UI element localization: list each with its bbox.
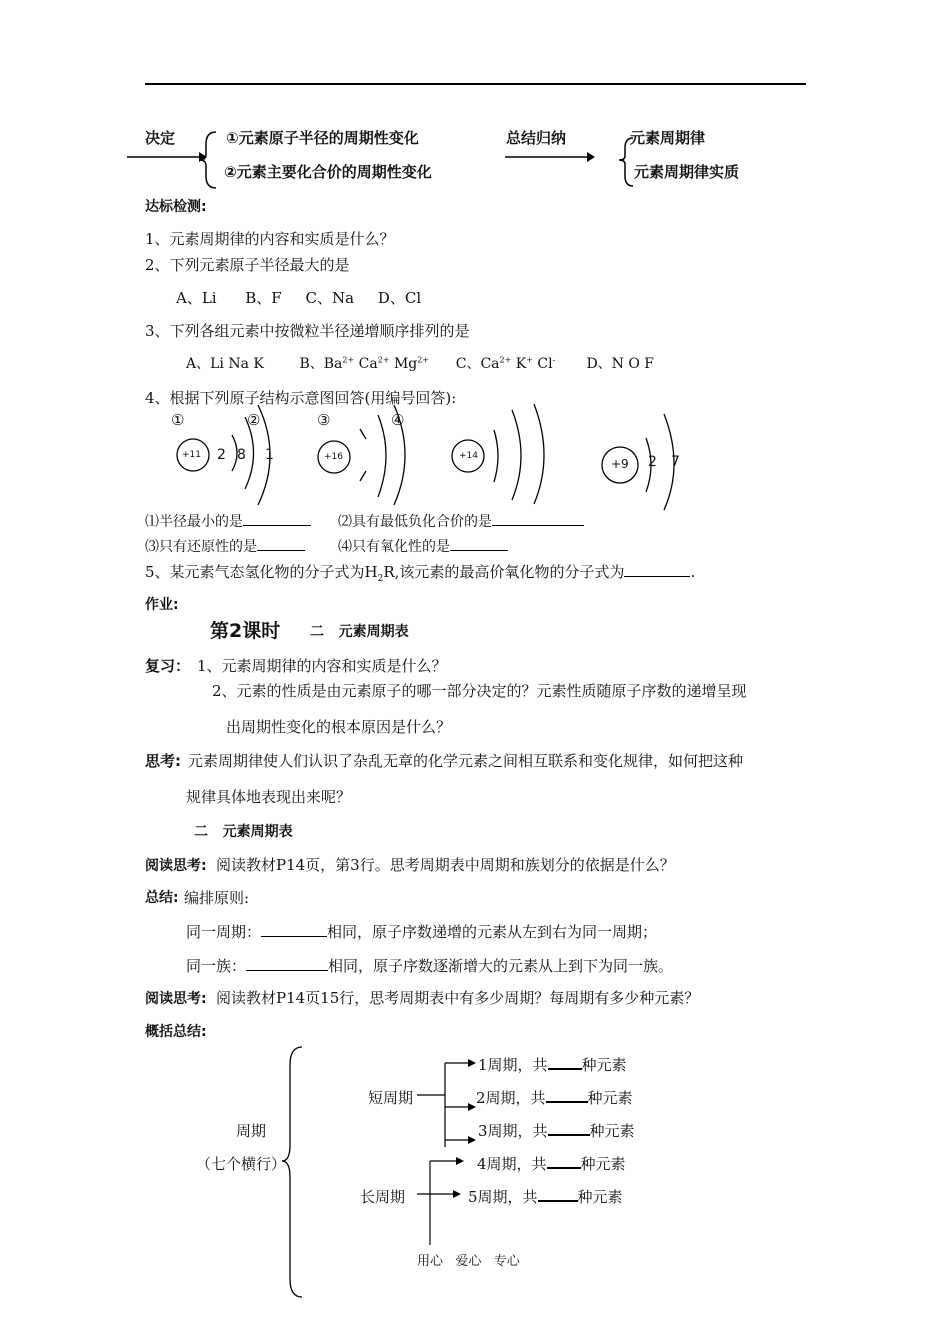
lesson-section: 二 元素周期表 xyxy=(310,624,409,640)
answer-blank[interactable] xyxy=(538,1186,578,1202)
read1-label: 阅读思考: xyxy=(145,858,207,874)
overview-rows: （七个横行） xyxy=(196,1155,287,1173)
q3-option-b: B、$Ba^{2+}$ $Ca^{2+}$ $Mg^{2+}$ xyxy=(299,355,430,372)
atom3-nucleus: +14 xyxy=(459,451,478,461)
answer-blank[interactable] xyxy=(261,922,327,937)
section2-heading: 二 元素周期表 xyxy=(194,824,293,840)
flow-item-2: ②元素主要化合价的周期性变化 xyxy=(224,163,432,181)
decide-label: 决定 xyxy=(145,129,176,147)
answer-blank[interactable] xyxy=(246,956,328,971)
atom1-shell-1: 2 xyxy=(217,447,226,463)
overview-short: 短周期 xyxy=(368,1089,414,1107)
answer-blank[interactable] xyxy=(548,1054,582,1070)
q3-option-a: A、Li Na K xyxy=(186,356,264,372)
summarize-label: 总结归纳 xyxy=(506,129,567,147)
overview-long: 长周期 xyxy=(360,1188,406,1206)
lesson-title: 第2课时 xyxy=(210,620,281,642)
answer-blank[interactable] xyxy=(257,536,305,551)
period-1: 1周期，共 种元素 xyxy=(478,1056,627,1074)
flow-result-1: 元素周期律 xyxy=(630,129,706,147)
header-rule xyxy=(145,83,806,85)
period-3: 3周期，共 种元素 xyxy=(478,1122,635,1140)
sub-q3: ⑶只有还原性的是 xyxy=(145,536,305,556)
read2-text: 阅读教材P14页15行，思考周期表中有多少周期？每周期有多少种元素？ xyxy=(216,989,700,1007)
answer-blank[interactable] xyxy=(547,1153,581,1169)
check-q1: 1、元素周期律的内容和实质是什么？ xyxy=(145,230,395,248)
period-2: 2周期，共 种元素 xyxy=(476,1089,633,1107)
page-footer: 用心 爱心 专心 xyxy=(417,1254,520,1269)
check-heading: 达标检测: xyxy=(145,199,207,215)
q3-option-d: D、N O F xyxy=(586,356,655,372)
review-label: 复习： xyxy=(145,657,191,675)
atom-label-3: ③ xyxy=(317,411,331,429)
sub-q1: ⑴半径最小的是 xyxy=(145,511,311,531)
flow-brace-left xyxy=(198,130,220,190)
review-q2-line2: 出周期性变化的根本原因是什么？ xyxy=(226,718,452,736)
answer-blank[interactable] xyxy=(450,536,508,551)
sub-q4: ⑷只有氧化性的是 xyxy=(338,536,508,556)
atom4-nucleus: +9 xyxy=(611,457,629,471)
check-q3-options xyxy=(186,353,654,373)
think-label: 思考: xyxy=(145,752,181,770)
flow-item-1: ①元素原子半径的周期性变化 xyxy=(226,129,419,147)
summary-period: 同一周期： 相同，原子序数递增的元素从左到右为同一周期； xyxy=(186,923,658,941)
check-q5: 5、某元素气态氢化物的分子式为$H_2R$,该元素的最高价氧化物的分子式为 . xyxy=(145,563,696,584)
flow-result-2: 元素周期律实质 xyxy=(634,163,740,181)
atom4-shell-2: 7 xyxy=(671,454,680,470)
summary-label: 总结: xyxy=(145,890,179,906)
summary-text: 编排原则: xyxy=(184,889,250,907)
think-line1: 元素周期律使人们认识了杂乱无章的化学元素之间相互联系和变化规律，如何把这种 xyxy=(188,752,744,770)
atom4-shell-1: 2 xyxy=(648,454,657,470)
atom1-shell-3: 1 xyxy=(265,447,274,463)
answer-blank[interactable] xyxy=(548,1120,590,1136)
check-q4: 4、根据下列原子结构示意图回答(用编号回答): xyxy=(145,389,457,407)
q3-option-c: C、$Ca^{2+}$ K+ Cl- xyxy=(455,355,556,372)
answer-blank[interactable] xyxy=(492,511,584,526)
overview-label: 概括总结: xyxy=(145,1024,207,1040)
atom1-nucleus: +11 xyxy=(182,450,201,460)
sub-q2: ⑵具有最低负化合价的是 xyxy=(338,511,584,531)
summarize-arrow xyxy=(505,150,595,164)
think-line2: 规律具体地表现出来呢？ xyxy=(186,788,352,806)
atom-label-1: ① xyxy=(171,411,185,429)
read2-label: 阅读思考: xyxy=(145,991,207,1007)
atom2-nucleus: +16 xyxy=(324,452,343,462)
period-5: 5周期，共 种元素 xyxy=(468,1188,623,1206)
check-q3: 3、下列各组元素中按微粒半径递增顺序排列的是 xyxy=(145,322,470,340)
homework-label: 作业: xyxy=(145,597,179,613)
atom-label-4: ④ xyxy=(391,411,405,429)
summary-group: 同一族： 相同，原子序数逐渐增大的元素从上到下为同一族。 xyxy=(186,957,674,975)
answer-blank[interactable] xyxy=(243,511,311,526)
check-q2: 2、下列元素原子半径最大的是 xyxy=(145,256,350,274)
review-q2-line1: 2、元素的性质是由元素原子的哪一部分决定的？元素性质随原子序数的递增呈现 xyxy=(212,682,747,700)
overview-period: 周期 xyxy=(236,1122,267,1140)
answer-blank[interactable] xyxy=(546,1087,588,1103)
decide-arrow xyxy=(127,150,207,164)
review-q1: 1、元素周期律的内容和实质是什么？ xyxy=(197,657,447,675)
read1-text: 阅读教材P14页，第3行。思考周期表中周期和族划分的依据是什么？ xyxy=(216,856,675,874)
atom-label-2: ② xyxy=(247,411,261,429)
answer-blank[interactable] xyxy=(624,562,690,577)
period-4: 4周期，共 种元素 xyxy=(477,1155,626,1173)
check-q2-options: A、Li B、F C、Na D、Cl xyxy=(176,289,422,307)
atom1-shell-2: 8 xyxy=(237,447,246,463)
